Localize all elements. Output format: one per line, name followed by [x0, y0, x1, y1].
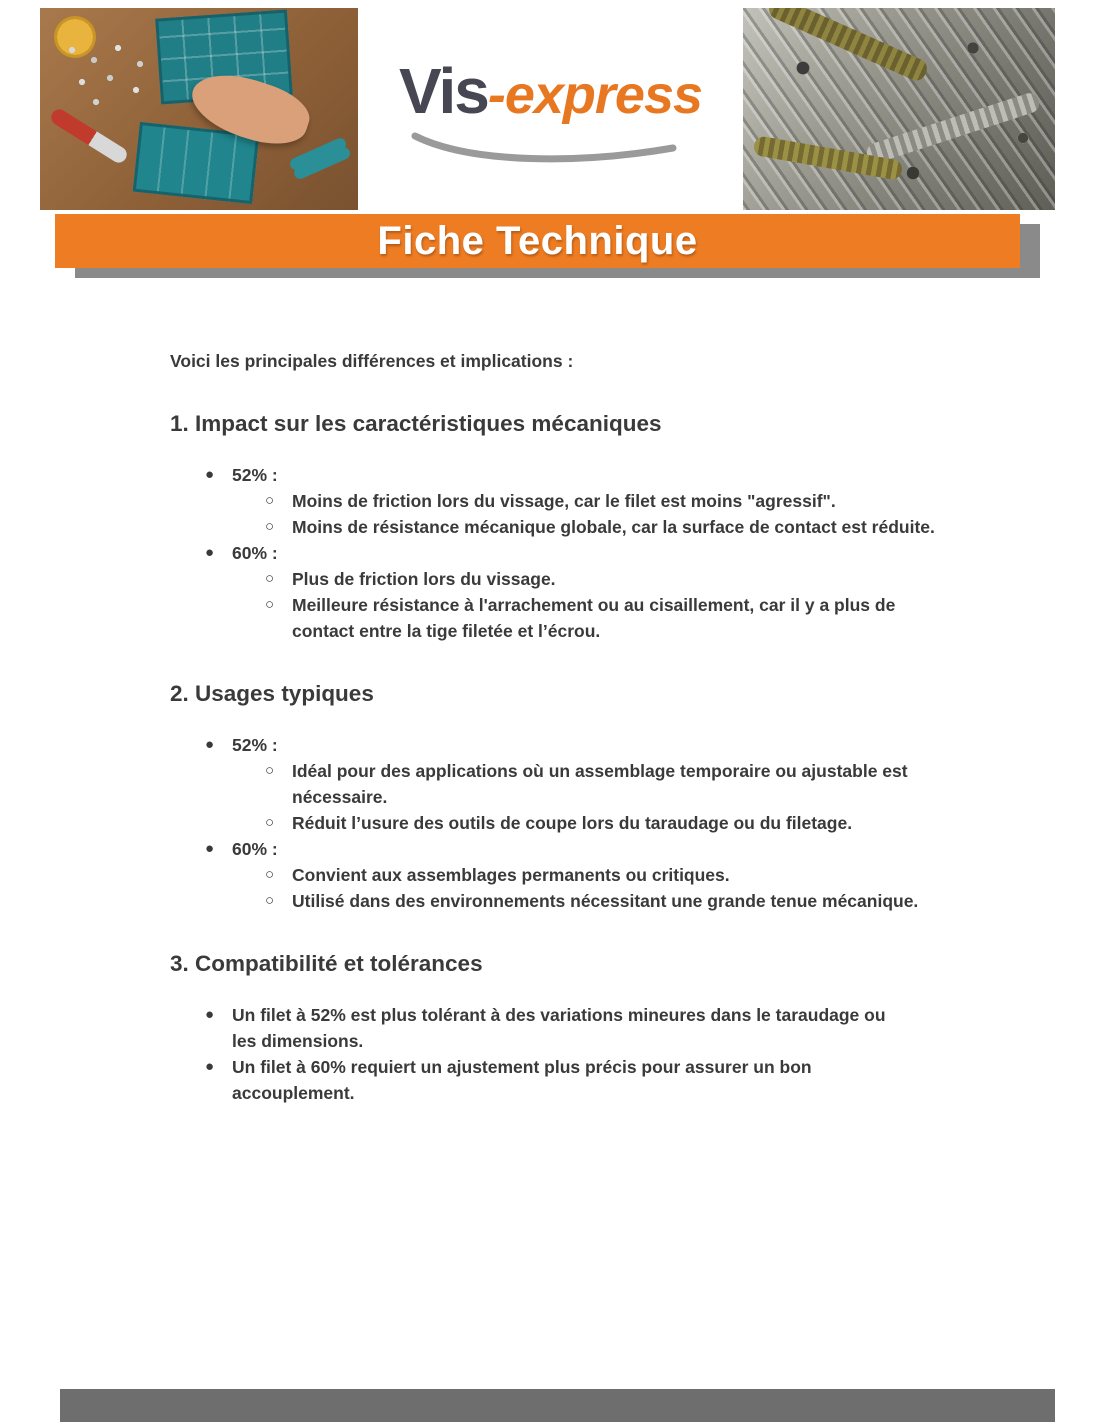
bullet-icon: ● — [205, 840, 215, 857]
sub-bullet-icon: ○ — [265, 492, 275, 509]
list-item: ○ Moins de résistance mécanique globale, car la surface de contact est réduite. — [170, 514, 950, 540]
list-item: ● 52% : — [170, 732, 950, 758]
screw-pile-shape — [60, 38, 170, 118]
sub-bullet-icon: ○ — [265, 814, 275, 831]
bullet-icon: ● — [205, 1058, 215, 1075]
sub-bullet-icon: ○ — [265, 892, 275, 909]
list-item: ○ Idéal pour des applications où un assemblage temporaire ou ajustable est nécessaire. — [170, 758, 950, 810]
logo-text — [399, 54, 702, 128]
list-item: ● Un filet à 52% est plus tolérant à des variations mineures dans le taraudage ou les dimensions. — [170, 1002, 950, 1054]
section-2 — [170, 680, 950, 914]
list-item: ○ Moins de friction lors du vissage, car le filet est moins "agressif". — [170, 488, 950, 514]
bullet-icon: ● — [205, 1006, 215, 1023]
list-item: ○ Utilisé dans des environnements nécessitant une grande tenue mécanique. — [170, 888, 950, 914]
section-3-title: 3. Compatibilité et tolérances — [170, 951, 483, 976]
document-body — [0, 268, 1100, 1106]
logo-vis-text: Vis — [398, 55, 488, 127]
sub-bullet-icon: ○ — [265, 518, 275, 535]
logo-swoosh — [411, 130, 691, 164]
section-1-title: 1. Impact sur les caractéristiques mécaniques — [170, 411, 662, 436]
footer-bar — [60, 1389, 1055, 1422]
sub-bullet-icon: ○ — [265, 866, 275, 883]
screw-heads — [743, 8, 1055, 210]
list-item: ● 60% : — [170, 540, 950, 566]
list-item: ○ Meilleure résistance à l'arrachement ou au cisaillement, car il y a plus de contact entre la tige filetée et l’écrou. — [170, 592, 950, 644]
list-item: ● Un filet à 60% requiert un ajustement plus précis pour assurer un bon accouplement. — [170, 1054, 950, 1106]
list-item: ○ Plus de friction lors du vissage. — [170, 566, 950, 592]
banner-fiche-technique — [55, 214, 1020, 268]
logo-express-text: -express — [487, 65, 703, 125]
sub-bullet-icon: ○ — [265, 762, 275, 779]
list-item: ● 60% : — [170, 836, 950, 862]
workbench-photo — [40, 8, 358, 210]
list-item: ● 52% : — [170, 462, 950, 488]
bullet-icon: ● — [205, 736, 215, 753]
bullet-icon: ● — [205, 466, 215, 483]
header — [40, 8, 1055, 210]
section-2-title: 2. Usages typiques — [170, 681, 374, 706]
intro-paragraph: Voici les principales différences et implications : — [170, 351, 574, 371]
sub-bullet-icon: ○ — [265, 596, 275, 613]
list-item: ○ Convient aux assemblages permanents ou critiques. — [170, 862, 950, 888]
pliers-shape — [288, 136, 348, 171]
screws-photo — [743, 8, 1055, 210]
sub-bullet-icon: ○ — [265, 570, 275, 587]
bullet-icon: ● — [205, 544, 215, 561]
banner-title: Fiche Technique — [377, 218, 698, 263]
section-1 — [170, 410, 950, 644]
logo — [358, 8, 743, 210]
section-3 — [170, 950, 950, 1106]
list-item: ○ Réduit l’usure des outils de coupe lors du taraudage ou du filetage. — [170, 810, 950, 836]
